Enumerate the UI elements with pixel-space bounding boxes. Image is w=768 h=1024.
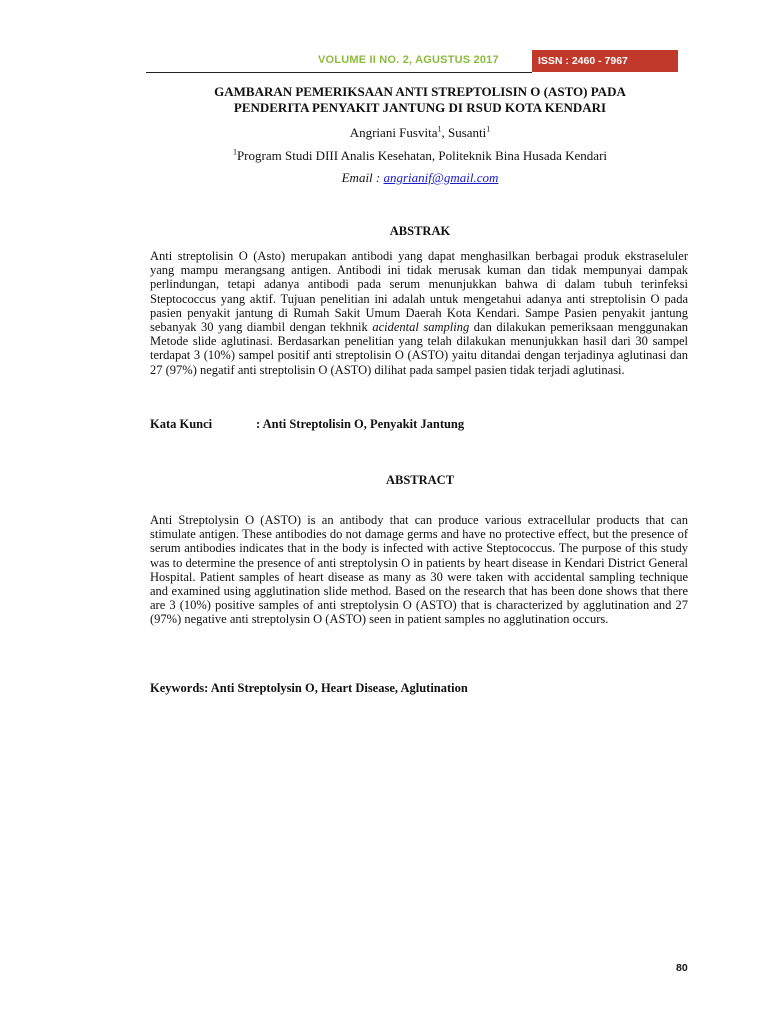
page-number: 80 [676, 962, 688, 974]
abstrak-heading: ABSTRAK [389, 224, 451, 238]
abstrak-italic-term: acidental sampling [372, 320, 470, 335]
keywords-line: Keywords: Anti Streptolysin O, Heart Disease, Aglutination [150, 681, 468, 695]
author-name: Susanti [447, 125, 487, 140]
abstrak-body [150, 249, 688, 377]
kata-kunci-label: Kata Kunci [150, 417, 213, 431]
abstrak-text: dan dilakukan pemeriksaan menggunakan Metode slide aglutinasi. Berdasarkan penelitian yang telah dilakukan menunjukkan hasil dari 30 sampel terdapat 3 (10%) sampel positif anti streptolisin O (ASTO) yaitu ditandai dengan terjadinya aglutinasi dan 27 (97%) negatif anti streptolisin O (ASTO) dilihat pada sampel pasien tidak terjadi aglutinasi. [150, 320, 689, 377]
author-affiliation-mark: 1 [437, 124, 442, 134]
author-affiliation-mark: 1 [486, 124, 491, 134]
paper-title-line2: PENDERITA PENYAKIT JANTUNG DI RSUD KOTA KENDARI [233, 100, 607, 115]
author-separator: , [441, 125, 448, 140]
authors [150, 125, 690, 141]
abstract-heading: ABSTRACT [385, 473, 455, 487]
affiliation [150, 148, 690, 164]
header-issn-badge: ISSN : 2460 - 7967 [532, 50, 678, 72]
paper-title-line1: GAMBARAN PEMERIKSAAN ANTI STREPTOLISIN O (ASTO) PADA [214, 84, 626, 99]
email-label: Email : [341, 170, 384, 185]
abstrak-text: Anti streptolisin O (Asto) merupakan antibodi yang dapat menghasilkan berbagai produk ekstraseluler yang mampu merangsang antigen. Antibodi ini tidak merusak kuman dan tidak mempunyai dampak perlindungan, tetapi adanya antibodi pada serum menunjukkan bahwa di dalam tubuh terinfeksi Steptococcus yang aktif. Tujuan penelitian ini adalah untuk mengetahui adanya anti streptolisin O pada pasien penyakit jantung di Rumah Sakit Umum Daerah Kota Kendari. Sampe Pasien penyakit jantung sebanyak 30 yang diambil dengan tekhnik [150, 249, 688, 335]
email-line [150, 170, 690, 186]
kata-kunci-value: : Anti Streptolisin O, Penyakit Jantung [256, 417, 465, 431]
affiliation-text: Program Studi DIII Analis Kesehatan, Politeknik Bina Husada Kendari [236, 148, 608, 163]
abstract-body: Anti Streptolysin O (ASTO) is an antibody that can produce various extracellular products that can stimulate antigen. These antibodies do not damage germs and have no protective effect, but the presence of serum antibodies indicates that in the body is infected with active Steptococcus. The purpose of this study was to determine the presence of anti streptolysin O in patients by heart disease in Kendari District General Hospital. Patient samples of heart disease as many as 30 were taken with accidental sampling technique and examined using agglutination slide method. Based on the research that has been done shows that there are 3 (10%) positive samples of anti streptolysin O (ASTO) that is characterized by agglutination and 27 (97%) negative anti streptolysin O (ASTO) seen in patient samples no agglutination occurs. [150, 513, 688, 627]
author-name: Angriani Fusvita [349, 125, 438, 140]
paper-title [150, 84, 690, 116]
header-volume: VOLUME II NO. 2, AGUSTUS 2017 [318, 54, 499, 66]
header-rule [146, 72, 532, 73]
email-link[interactable]: angrianif@gmail.com [383, 170, 499, 185]
affiliation-mark: 1 [232, 147, 237, 157]
